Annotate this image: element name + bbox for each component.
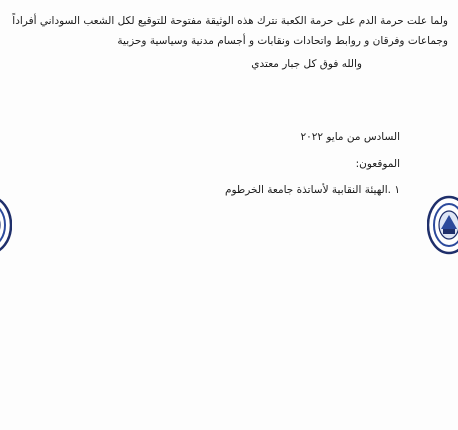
university-seal-icon [0, 195, 12, 255]
paragraph-line-3: والله فوق كل جبار معتدي [251, 58, 362, 70]
university-seal-icon [427, 195, 458, 255]
document-date: السادس من مايو ٢٠٢٢ [300, 131, 400, 143]
signatories-label: الموقعون: [355, 158, 400, 170]
paragraph-line-2: وجماعات وفرقان و روابط واتحادات ونقابات و أجسام مدنية وسياسية وحزبية [117, 35, 448, 47]
signatory-item: ١ .الهيئة النقابية لأساتذة جامعة الخرطوم [224, 184, 400, 196]
paragraph-line-1: ولما علت حرمة الدم على حرمة الكعبة نترك هذه الوثيقة مفتوحة للتوقيع لكل الشعب السوداني أفراداً [12, 15, 448, 27]
